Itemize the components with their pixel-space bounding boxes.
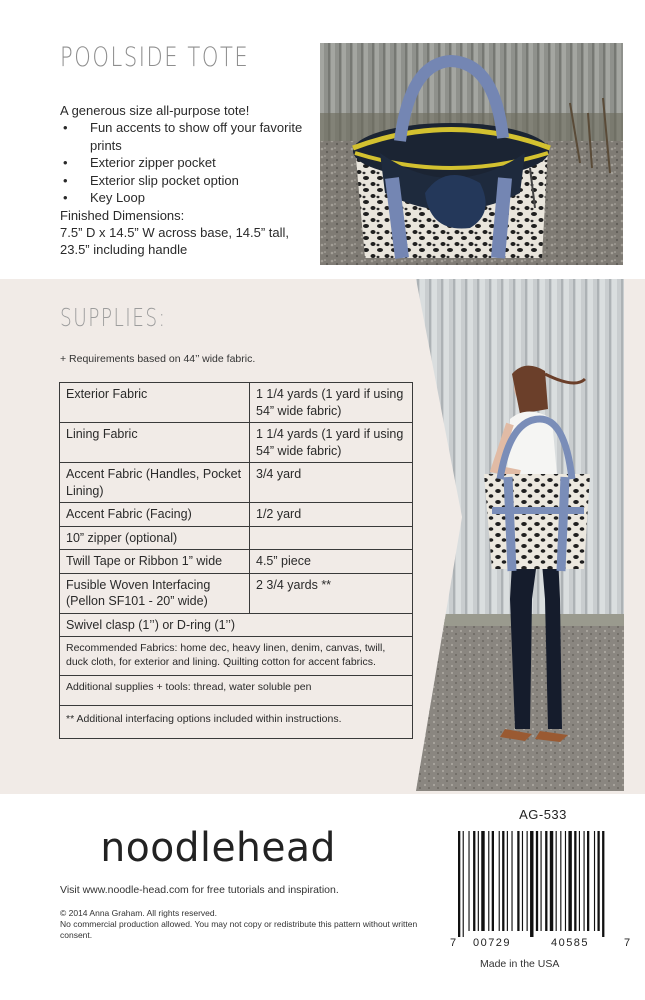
disclaimer-text: No commercial production allowed. You may not copy or redistribute this pattern without written consent.: [60, 919, 418, 940]
barcode-bar: [602, 831, 604, 937]
table-row: [60, 503, 413, 527]
barcode-digit-left: 7: [450, 937, 457, 949]
feature-list: [60, 119, 310, 207]
supply-item: 10” zipper (optional): [60, 526, 250, 550]
supplies-table: [59, 382, 413, 739]
recommended-fabrics: Recommended Fabrics: home dec, heavy linen, denim, canvas, twill, duck cloth, for exterior and lining. Quilting cotton for accent fabrics.: [60, 637, 413, 676]
table-row: [60, 423, 413, 463]
barcode-bar: [550, 831, 553, 931]
barcode-bar: [560, 831, 561, 931]
feature-item: • Key Loop: [63, 190, 145, 205]
copyright-block: [60, 908, 420, 941]
dimensions-text: 7.5” D x 14.5” W across base, 14.5” tall, 23.5” including handle: [60, 225, 290, 257]
supply-item: Lining Fabric: [60, 423, 250, 463]
table-row: [60, 706, 413, 739]
additional-supplies: Additional supplies + tools: thread, water soluble pen: [60, 676, 413, 706]
barcode-bar: [458, 831, 460, 937]
table-row: [60, 383, 413, 423]
barcode-bar: [492, 831, 494, 931]
pattern-title: POOLSIDE TOTE: [60, 42, 250, 73]
supply-item: Accent Fabric (Facing): [60, 503, 250, 527]
barcode-group-right: 40585: [550, 937, 590, 949]
swivel-row: Swivel clasp (1’’) or D-ring (1’’): [60, 613, 413, 637]
barcode-bar: [536, 831, 538, 931]
table-row: [60, 613, 413, 637]
sku-label: AG-533: [519, 807, 567, 822]
barcode-bar: [594, 831, 595, 931]
table-row: [60, 526, 413, 550]
barcode-bar: [507, 831, 508, 931]
table-row: [60, 573, 413, 613]
supply-amount: 1 1/4 yards (1 yard if using 54” wide fabric): [250, 423, 413, 463]
copyright-text: © 2014 Anna Graham. All rights reserved.: [60, 908, 217, 918]
requirements-note: + Requirements based on 44’’ wide fabric.: [60, 353, 256, 365]
feature-item: • Exterior slip pocket option: [63, 172, 239, 188]
barcode-bar: [473, 831, 475, 931]
barcode-bar: [511, 831, 512, 931]
barcode-bar: [499, 831, 500, 931]
feature-item: • Fun accents to show off your favorite prints: [63, 120, 303, 153]
supply-amount: 3/4 yard: [250, 463, 413, 503]
barcode-bar: [517, 831, 519, 931]
barcode-bar: [530, 831, 533, 937]
tote-photo: [320, 43, 623, 265]
barcode-bar: [468, 831, 469, 931]
barcode-bar: [579, 831, 580, 931]
intro-text: A generous size all-purpose tote!: [60, 103, 250, 118]
barcode-bar: [587, 831, 589, 931]
dimensions-label: Finished Dimensions:: [60, 208, 185, 223]
supply-item: Twill Tape or Ribbon 1” wide: [60, 550, 250, 574]
interfacing-note: ** Additional interfacing options included within instructions.: [60, 706, 413, 739]
barcode-bar: [481, 831, 484, 931]
barcode-bar: [478, 831, 479, 931]
barcode-bar: [565, 831, 566, 931]
barcode-group-left: 00729: [472, 937, 512, 949]
supply-item: Accent Fabric (Handles, Pocket Lining): [60, 463, 250, 503]
barcode-bar: [568, 831, 571, 931]
barcode-bar: [574, 831, 576, 931]
supplies-heading: SUPPLIES:: [60, 303, 167, 332]
barcode-bar: [522, 831, 523, 931]
supply-item: Fusible Woven Interfacing (Pellon SF101 - 20” wide): [60, 573, 250, 613]
table-row: [60, 637, 413, 676]
barcode-bar: [527, 831, 528, 931]
supply-amount: [250, 526, 413, 550]
barcode-bar: [584, 831, 585, 931]
barcode: [450, 829, 630, 949]
barcode-bar: [502, 831, 504, 931]
website-text: Visit www.noodle-head.com for free tutorials and inspiration.: [60, 884, 339, 896]
supply-amount: 1/2 yard: [250, 503, 413, 527]
supply-item: Exterior Fabric: [60, 383, 250, 423]
table-row: [60, 463, 413, 503]
table-row: [60, 676, 413, 706]
feature-item: • Exterior zipper pocket: [63, 155, 216, 170]
barcode-bar: [488, 831, 489, 931]
supply-amount: 4.5” piece: [250, 550, 413, 574]
made-in-label: Made in the USA: [480, 958, 560, 970]
barcode-digit-right: 7: [624, 937, 630, 949]
barcode-bar: [541, 831, 542, 931]
barcode-bar: [463, 831, 464, 937]
supply-amount: 1 1/4 yards (1 yard if using 54” wide fabric): [250, 383, 413, 423]
barcode-bar: [597, 831, 599, 931]
brand-logo: noodlehead: [100, 825, 336, 871]
supply-amount: 2 3/4 yards **: [250, 573, 413, 613]
barcode-bar: [545, 831, 547, 931]
table-row: [60, 550, 413, 574]
barcode-bar: [556, 831, 557, 931]
